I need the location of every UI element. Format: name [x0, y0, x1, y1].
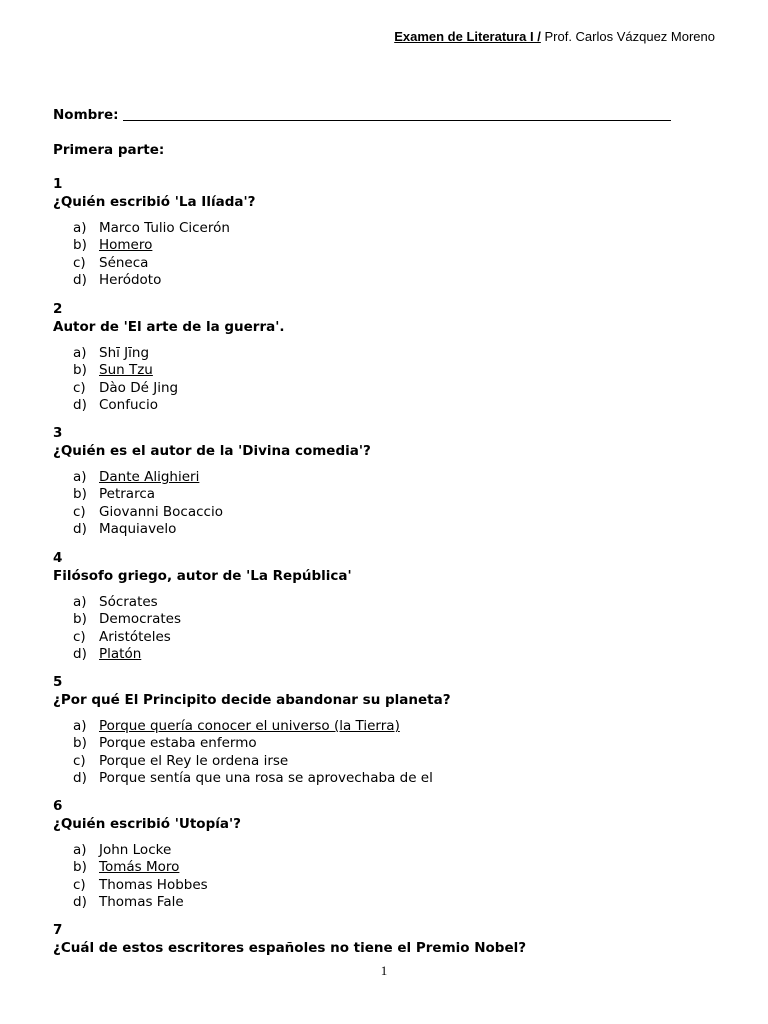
option-letter: b): [73, 735, 87, 752]
option-text: Sócrates: [99, 594, 158, 610]
answer-option: [73, 345, 285, 362]
question-text: Autor de 'El arte de la guerra'.: [53, 319, 285, 335]
answer-option: [73, 521, 371, 538]
option-letter: c): [73, 876, 86, 893]
option-text: Thomas Hobbes: [99, 876, 208, 893]
answer-option: [73, 272, 255, 289]
question-2: [53, 301, 285, 414]
option-text-correct: Homero: [99, 237, 153, 254]
option-text: Giovanni Bocaccio: [99, 503, 223, 520]
question-text: ¿Por qué El Principito decide abandonar su planeta?: [53, 692, 451, 708]
answer-option: [73, 859, 241, 876]
answer-option: [73, 611, 352, 628]
question-number: 5: [53, 674, 63, 690]
page-number: 1: [380, 963, 388, 978]
answer-options: [53, 345, 285, 414]
answer-option: [73, 894, 241, 911]
question-text: ¿Quién escribió 'La Ilíada'?: [53, 194, 256, 210]
question-number: 7: [53, 922, 63, 938]
name-label: Nombre:: [53, 107, 119, 123]
exam-title: Examen de Literatura I /: [394, 29, 541, 44]
option-text: Porque sentía que una rosa se aprovechaba de el: [99, 769, 433, 786]
option-letter: a): [73, 718, 87, 734]
option-letter: a): [73, 594, 87, 610]
answer-options: [53, 718, 451, 787]
answer-option: [73, 735, 451, 752]
section-title: Primera parte:: [53, 142, 165, 158]
answer-option: [73, 877, 241, 894]
answer-option: [73, 220, 255, 237]
question-number: 6: [53, 798, 63, 814]
option-letter: c): [73, 379, 86, 396]
option-text: Democrates: [99, 611, 181, 628]
option-text-correct: Sun Tzu: [99, 362, 153, 379]
answer-option: [73, 255, 255, 272]
option-letter: b): [73, 611, 87, 628]
option-text-correct: Dante Alighieri: [99, 469, 200, 485]
question-number: 2: [53, 301, 63, 317]
question-4: [53, 550, 352, 663]
option-text-correct: Tomás Moro: [99, 859, 180, 876]
answer-option: [73, 504, 371, 521]
answer-option: [73, 362, 285, 379]
option-text: Petrarca: [99, 486, 156, 503]
option-letter: c): [73, 503, 86, 520]
name-blank-line[interactable]: [123, 120, 671, 121]
option-letter: c): [73, 628, 86, 645]
answer-options: [53, 220, 255, 289]
answer-option: [73, 718, 451, 735]
option-letter: d): [73, 520, 87, 537]
professor-name: Prof. Carlos Vázquez Moreno: [540, 29, 715, 44]
answer-option: [73, 380, 285, 397]
option-letter: b): [73, 486, 87, 503]
option-letter: d): [73, 893, 87, 910]
option-letter: b): [73, 362, 87, 379]
option-text: Shī Jīng: [99, 345, 150, 361]
option-text: Porque estaba enfermo: [99, 735, 257, 752]
question-text: ¿Quién es el autor de la 'Divina comedia'?: [53, 443, 371, 459]
answer-option: [73, 646, 352, 663]
option-text: Aristóteles: [99, 628, 171, 645]
option-letter: b): [73, 237, 87, 254]
name-field: [53, 107, 671, 123]
question-1: [53, 176, 255, 289]
answer-option: [73, 237, 255, 254]
answer-options: [53, 469, 371, 538]
question-text: Filósofo griego, autor de 'La República': [53, 568, 352, 584]
answer-option: [73, 842, 241, 859]
question-number: 3: [53, 425, 63, 441]
option-text-correct: Platón: [99, 645, 142, 662]
option-letter: c): [73, 752, 86, 769]
question-text: ¿Quién escribió 'Utopía'?: [53, 816, 241, 832]
question-text: ¿Cuál de estos escritores españoles no tiene el Premio Nobel?: [53, 940, 527, 956]
option-text-correct: Porque quería conocer el universo (la Tierra): [99, 718, 400, 734]
answer-option: [73, 753, 451, 770]
option-text: Marco Tulio Cicerón: [99, 220, 230, 236]
option-text: Confucio: [99, 396, 158, 413]
option-letter: a): [73, 345, 87, 361]
question-5: [53, 674, 451, 787]
option-text: Porque el Rey le ordena irse: [99, 752, 289, 769]
answer-option: [73, 486, 371, 503]
option-letter: d): [73, 396, 87, 413]
option-letter: a): [73, 469, 87, 485]
option-text: Heródoto: [99, 271, 162, 288]
answer-option: [73, 770, 451, 787]
question-3: [53, 425, 371, 538]
page-header: [394, 29, 715, 44]
answer-option: [73, 594, 352, 611]
option-text: Séneca: [99, 254, 149, 271]
answer-option: [73, 397, 285, 414]
answer-options: [53, 594, 352, 663]
answer-options: [53, 842, 241, 911]
option-letter: d): [73, 271, 87, 288]
option-text: John Locke: [99, 842, 172, 858]
option-letter: d): [73, 645, 87, 662]
option-letter: b): [73, 859, 87, 876]
answer-option: [73, 469, 371, 486]
option-letter: c): [73, 254, 86, 271]
option-letter: d): [73, 769, 87, 786]
option-text: Maquiavelo: [99, 520, 177, 537]
question-7: [53, 922, 526, 957]
option-text: Thomas Fale: [99, 893, 184, 910]
answer-option: [73, 629, 352, 646]
question-6: [53, 798, 241, 911]
option-text: Dào Dé Jing: [99, 379, 179, 396]
option-letter: a): [73, 842, 87, 858]
question-number: 4: [53, 550, 63, 566]
option-letter: a): [73, 220, 87, 236]
question-number: 1: [53, 176, 63, 192]
